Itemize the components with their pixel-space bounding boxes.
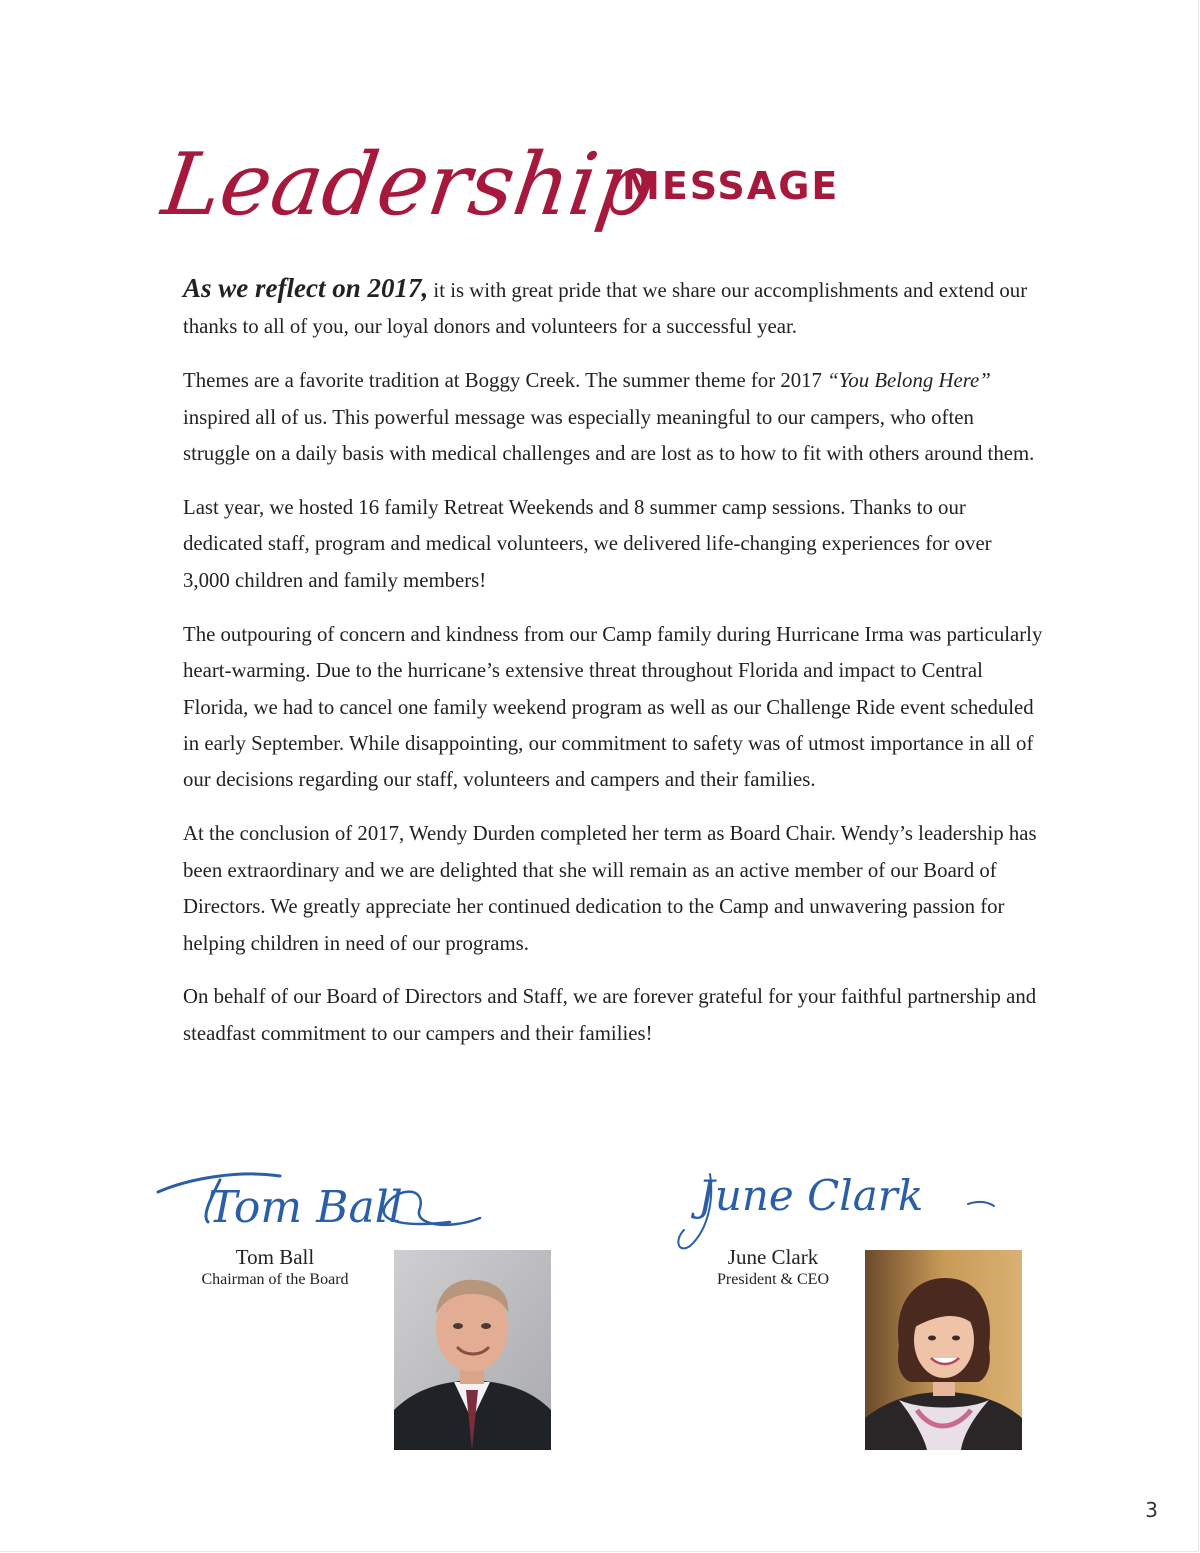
signature-june-clark	[668, 1160, 998, 1255]
paragraph-hurricane: The outpouring of concern and kindness from our Camp family during Hurricane Irma was particularly heart-warming. Due to the hurricane’s extensive threat throughout Florida and impact to Central Florida, we had to cancel one family weekend program as well as our Challenge Ride event scheduled in early September. While disappointing, our commitment to safety was of utmost importance in all of our decisions regarding our staff, volunteers and campers and their families.	[183, 622, 1043, 792]
heading-script-wordmark	[156, 126, 659, 241]
page-heading	[156, 126, 868, 241]
signatory-title-tom-ball: Chairman of the Board	[201, 1271, 349, 1288]
heading-caps-word: MESSAGE	[622, 164, 840, 208]
paragraph-programs: Last year, we hosted 16 family Retreat Weekends and 8 summer camp sessions. Thanks to our dedicated staff, program and medical volunteers, we delivered life-changing experiences for over 3,000 children and family members!	[183, 496, 992, 592]
lead-in-phrase: As we reflect on 2017,	[183, 273, 429, 303]
theme-quote: “You Belong Here”	[827, 369, 991, 393]
svg-text:Tom Ball: Tom Ball	[208, 1182, 403, 1233]
paragraph-intro-text: it is with great pride that we share our accomplishments and extend our thanks to all of you, our loyal donors and volunteers for a successful year.	[183, 279, 1028, 339]
paragraph-board-chair: At the conclusion of 2017, Wendy Durden completed her term as Board Chair. Wendy’s leadership has been extraordinary and we are delighted that she will remain as an active member of our Board of Directors. We greatly appreciate her continued dedication to the Camp and unwavering passion for helping children in need of our programs.	[183, 822, 1037, 955]
signature-tom-ball	[150, 1160, 490, 1240]
svg-text:Leadership: Leadership	[156, 135, 659, 235]
paragraph-themes-start: Themes are a favorite tradition at Boggy Creek. The summer theme for 2017	[183, 369, 828, 393]
paragraph-themes	[183, 363, 1043, 472]
portrait-photo-june-clark	[865, 1250, 1022, 1450]
letter-body	[183, 270, 1043, 1070]
portrait-photo-tom-ball	[394, 1250, 551, 1450]
paragraph-intro	[183, 270, 1043, 346]
svg-text:June Clark: June Clark	[698, 1171, 924, 1220]
paragraph-themes-rest: inspired all of us. This powerful message was especially meaningful to our campers, who often struggle on a daily basis with medical challenges and are lost as to how to fit with others around them.	[183, 405, 1035, 466]
signatory-name-june-clark: June Clark	[727, 1245, 819, 1269]
signatory-name-tom-ball: Tom Ball	[235, 1245, 315, 1269]
paragraph-closing: On behalf of our Board of Directors and Staff, we are forever grateful for your faithful partnership and steadfast commitment to our campers and their families!	[183, 985, 1037, 1045]
signatory-title-june-clark: President & CEO	[717, 1271, 829, 1288]
page-number: 3	[1145, 1498, 1158, 1522]
